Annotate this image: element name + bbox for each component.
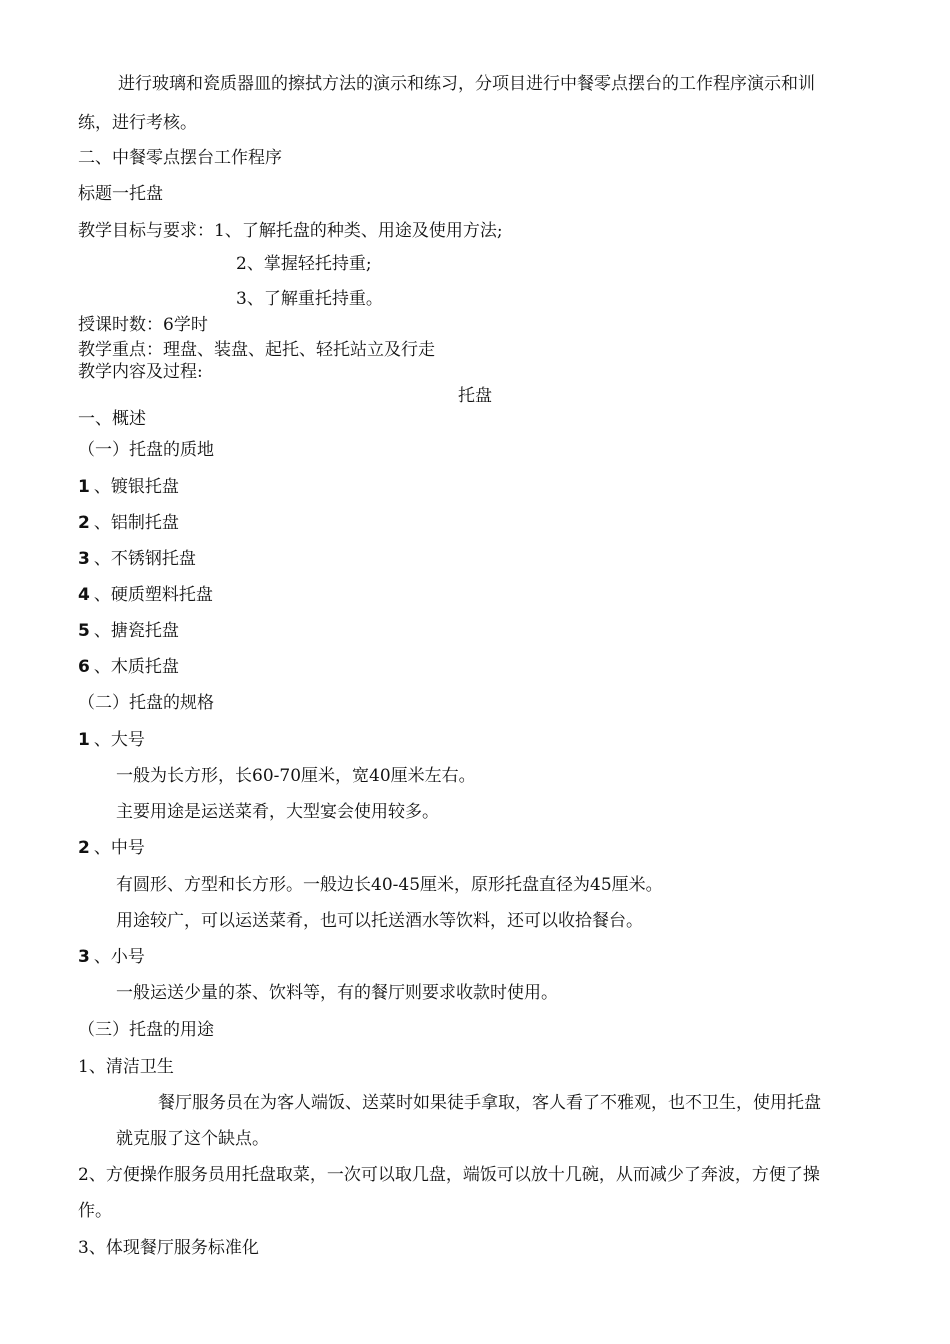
item-text: 、镀银托盘 xyxy=(93,477,179,497)
key-points: 教学重点：理盘、装盘、起托、轻托站立及行走 xyxy=(78,340,435,360)
item-text: 、铝制托盘 xyxy=(93,513,179,533)
spec-large-label xyxy=(78,729,145,751)
material-item xyxy=(78,656,179,678)
item-text: 、搪瓷托盘 xyxy=(93,621,179,641)
spec-medium-desc-1: 有圆形、方型和长方形。一般边长40-45厘米，原形托盘直径为45厘米。 xyxy=(116,875,663,895)
item-number: 1 xyxy=(78,730,90,750)
materials-heading: （一）托盘的质地 xyxy=(78,440,214,460)
objectives-line-3: 3、了解重托持重。 xyxy=(236,289,383,309)
item-number: 3 xyxy=(78,947,90,967)
content-label: 教学内容及过程: xyxy=(78,362,203,382)
item-text: 、大号 xyxy=(93,730,145,750)
spec-small-label xyxy=(78,946,145,968)
item-text: 、木质托盘 xyxy=(93,657,179,677)
item-text: 、不锈钢托盘 xyxy=(93,549,196,569)
material-item xyxy=(78,548,196,570)
intro-line-2: 练，进行考核。 xyxy=(78,113,197,133)
item-number: 5 xyxy=(78,621,90,641)
material-item xyxy=(78,620,179,642)
topic-title: 标题一托盘 xyxy=(78,184,163,204)
use-convenience-line-1: 2、方便操作服务员用托盘取菜，一次可以取几盘，端饭可以放十几碗，从而减少了奔波，方便了操 xyxy=(78,1165,820,1185)
material-item xyxy=(78,476,179,498)
overview-heading: 一、概述 xyxy=(78,409,146,429)
objectives-line-2: 2、掌握轻托持重; xyxy=(236,254,372,274)
use-convenience-line-2: 作。 xyxy=(78,1201,112,1221)
item-number: 4 xyxy=(78,585,90,605)
use-hygiene-title: 1、清洁卫生 xyxy=(78,1057,174,1077)
specs-heading: （二）托盘的规格 xyxy=(78,693,214,713)
uses-heading: （三）托盘的用途 xyxy=(78,1020,214,1040)
spec-large-desc-2: 主要用途是运送菜肴，大型宴会使用较多。 xyxy=(116,802,439,822)
section-heading: 二、中餐零点摆台工作程序 xyxy=(78,148,282,168)
class-hours: 授课时数：6学时 xyxy=(78,315,208,335)
item-text: 、小号 xyxy=(93,947,145,967)
item-number: 6 xyxy=(78,657,90,677)
item-number: 3 xyxy=(78,549,90,569)
material-item xyxy=(78,584,213,606)
item-text: 、硬质塑料托盘 xyxy=(93,585,213,605)
objectives-line-1: 教学目标与要求：1、了解托盘的种类、用途及使用方法; xyxy=(78,221,503,241)
item-number: 2 xyxy=(78,838,90,858)
use-hygiene-text-1: 餐厅服务员在为客人端饭、送菜时如果徒手拿取，客人看了不雅观，也不卫生，使用托盘 xyxy=(158,1093,821,1113)
item-number: 2 xyxy=(78,513,90,533)
item-number: 1 xyxy=(78,477,90,497)
center-title: 托盘 xyxy=(458,386,492,406)
spec-small-desc-1: 一般运送少量的茶、饮料等，有的餐厅则要求收款时使用。 xyxy=(116,983,558,1003)
use-hygiene-text-2: 就克服了这个缺点。 xyxy=(116,1129,269,1149)
spec-large-desc-1: 一般为长方形，长60-70厘米，宽40厘米左右。 xyxy=(116,766,476,786)
material-item xyxy=(78,512,179,534)
use-standard-title: 3、体现餐厅服务标准化 xyxy=(78,1238,259,1258)
spec-medium-desc-2: 用途较广，可以运送菜肴，也可以托送酒水等饮料，还可以收拾餐台。 xyxy=(116,911,643,931)
intro-line-1: 进行玻璃和瓷质器皿的擦拭方法的演示和练习，分项目进行中餐零点摆台的工作程序演示和训 xyxy=(118,74,815,94)
item-text: 、中号 xyxy=(93,838,145,858)
spec-medium-label xyxy=(78,837,145,859)
